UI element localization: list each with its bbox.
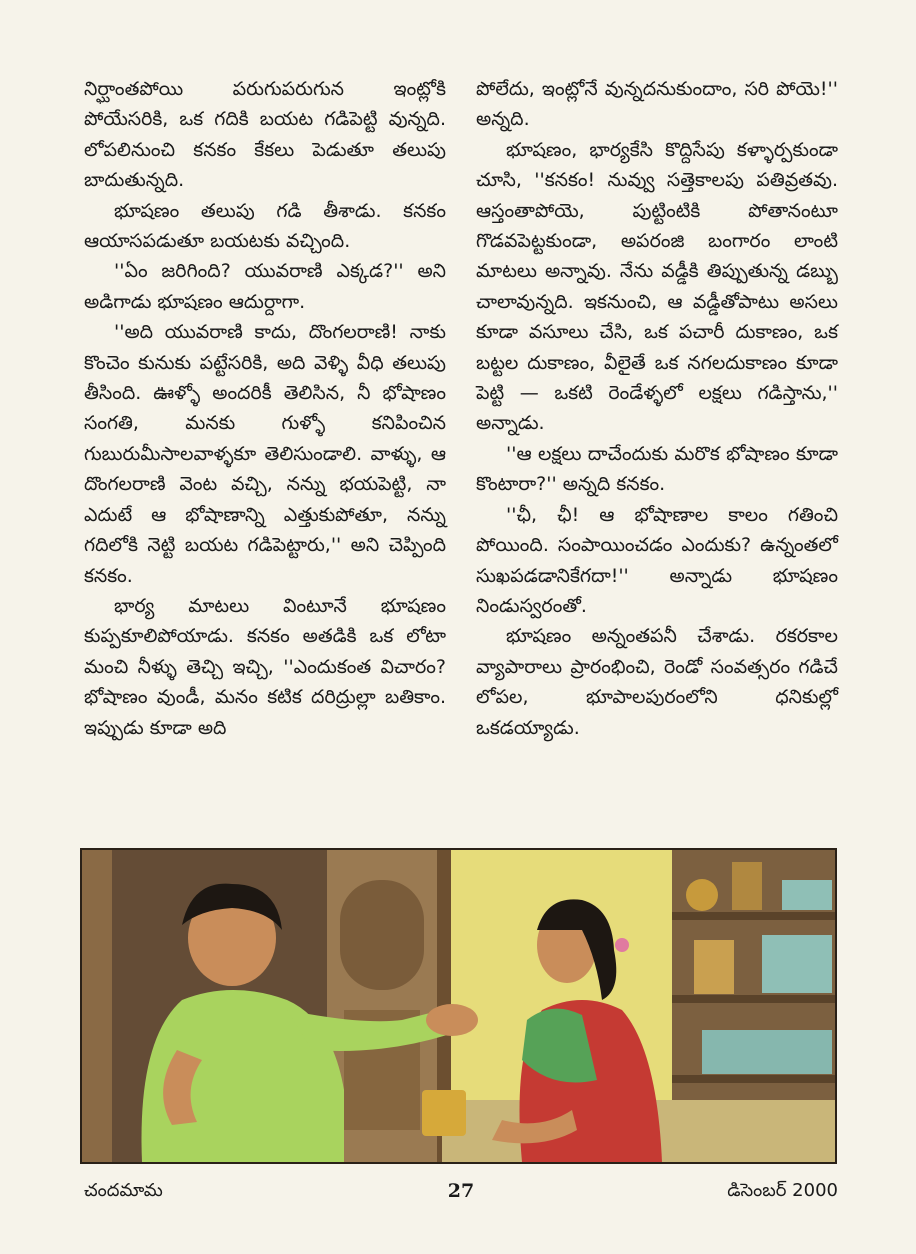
right-text-column [476, 74, 838, 743]
illustration-art [82, 850, 835, 1162]
left-text-column [84, 74, 446, 743]
brass-pot [686, 879, 718, 911]
page-number: 27 [447, 1180, 475, 1202]
paragraph: పోలేదు, ఇంట్లోనే వున్నదనుకుందాం, సరి పోయె!'' అన్నది. [476, 78, 838, 131]
paragraph: ''ఆ లక్షలు దాచేందుకు మరొక భోషాణం కూడా కొంటారా?'' అన్నది కనకం. [476, 442, 838, 496]
magazine-name: చందమామ [84, 1180, 163, 1201]
issue-date: డిసెంబర్ 2000 [727, 1180, 838, 1201]
paragraph: ''అది యువరాణి కాదు, దొంగలరాణి! నాకు కొంచెం కునుకు పట్టేసరికి, అది వెళ్ళి వీధి తలుపు తీసింది. ఊళ్ళో అందరికీ తెలిసిన, నీ భోషాణం సంగతి, మనకు గుళ్ళో కనిపించిన గుబురుమీసాలవాళ్ళకూ తెలిసుండాలి. వాళ్ళు, ఆ దొంగలరాణి వెంట వచ్చి, నన్ను భయపెట్టి, నా ఎదుటే ఆ భోషాణాన్ని ఎత్తుకుపోతూ, నన్ను గదిలోకి నెట్టి బయట గడిపెట్టారు,'' అని చెప్పింది కనకం. [84, 321, 446, 587]
paragraph: నిర్ఘాంతపోయి పరుగుపరుగున ఇంట్లోకి పోయేసరికి, ఒక గదికి బయట గడిపెట్టి వున్నది. లోపలినుంచి కనకం కేకలు పెడుతూ తలుపు బాదుతున్నది. [84, 78, 446, 192]
paragraph: భూషణం అన్నంతపనీ చేశాడు. రకరకాల వ్యాపారాలు ప్రారంభించి, రెండో సంవత్సరం గడిచే లోపల, భూపాలపురంలోని ధనికుల్లో ఒకడయ్యాడు. [476, 625, 838, 739]
trunk-box [762, 935, 832, 993]
page-footer [84, 1180, 838, 1210]
paragraph: భూషణం, భార్యకేసి కొద్దిసేపు కళ్ళార్పకుండా చూసి, ''కనకం! నువ్వు సత్తెకాలపు పతివ్రతవు. ఆస్తంతాపోయె, పుట్టింటికి పోతానంటూ గొడవపెట్టకుండా, అపరంజి బంగారం లాంటి మాటలు అన్నావు. నేను వడ్డీకి తిప్పుతున్న డబ్బు చాలావున్నది. ఇకనుంచి, ఆ వడ్డీతోపాటు అసలు కూడా వసూలు చేసి, ఒక పచారీ దుకాణం, ఒక బట్టల దుకాణం, వీలైతే ఒక నగలదుకాణం కూడా పెట్టి — ఒకటి రెండేళ్ళలో లక్షలు గడిస్తాను,'' అన్నాడు. [476, 138, 838, 435]
paragraph: భార్య మాటలు వింటూనే భూషణం కుప్పకూలిపోయాడు. కనకం అతడికి ఒక లోటా మంచి నీళ్ళు తెచ్చి ఇచ్చి, ''ఎందుకంత విచారం? భోషాణం వుండీ, మనం కటిక దరిద్రుల్లా బతికాం. ఇప్పుడు కూడా అది [84, 594, 446, 739]
paragraph: ''ఛీ, ఛీ! ఆ భోషాణాల కాలం గతించి పోయింది. సంపాయించడం ఎందుకు? ఉన్నంతలో సుఖపడడానికేగదా!'' అన్నాడు భూషణం నిండుస్వరంతో. [476, 503, 838, 617]
story-illustration [80, 848, 837, 1164]
paragraph: భూషణం తలుపు గడి తీశాడు. కనకం ఆయాసపడుతూ బయటకు వచ్చింది. [84, 199, 446, 253]
brass-vessel [422, 1090, 466, 1136]
paragraph: ''ఏం జరిగింది? యువరాణి ఎక్కడ?'' అని అడిగాడు భూషణం ఆదుర్దాగా. [84, 260, 446, 313]
